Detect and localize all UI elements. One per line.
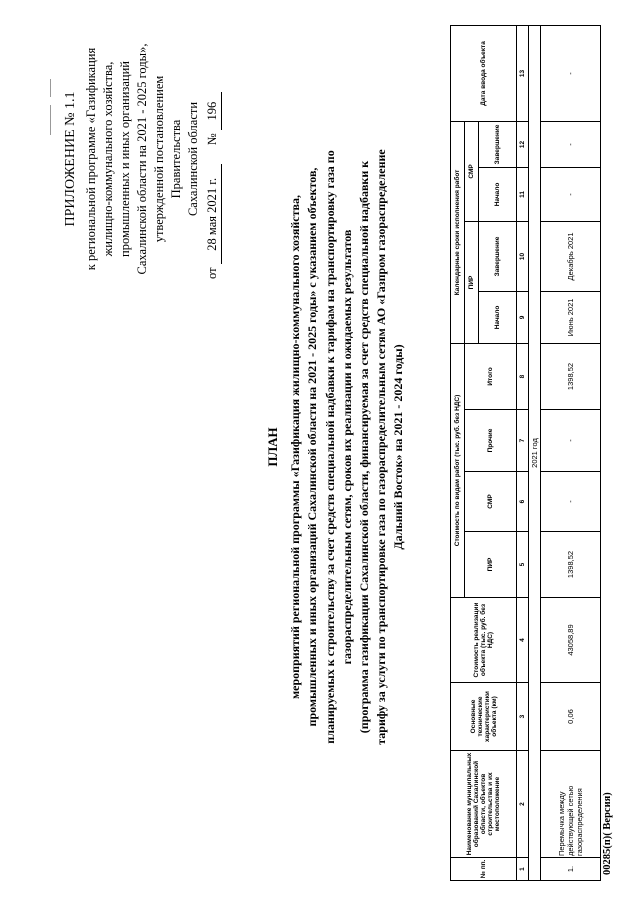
- plan-line: мероприятий региональной программы «Газификация жилищно-коммунального хозяйства,: [288, 195, 303, 700]
- header-name: Наименование муниципальных образований Сахалинской области, объектов строительства и их местоположение: [451, 751, 517, 858]
- row-smr-end: -: [541, 121, 601, 167]
- annex-line: жилищно-коммунального хозяйства,: [101, 61, 115, 257]
- plan-line: газораспределительным сетям, сроков их реализации и ожидаемых результатов: [339, 229, 354, 665]
- annex-from-label: от: [205, 267, 219, 279]
- col-number: 5: [517, 532, 529, 598]
- annex-line: Сахалинской области: [186, 101, 200, 217]
- document-id: 00285(п)( Версия): [602, 792, 613, 875]
- col-number: 8: [517, 343, 529, 409]
- header-total: Итого: [465, 343, 517, 409]
- annex-num-label: №: [205, 133, 219, 146]
- document-id-footer: [602, 792, 613, 875]
- header-pir-end: Завершение: [479, 221, 517, 291]
- plan-line: тарифу за услуги по транспортировке газа по газораспределительным сетям АО «Газпром газораспределение: [374, 149, 389, 745]
- col-number: 13: [517, 25, 529, 121]
- col-number: 9: [517, 291, 529, 343]
- row-other: -: [541, 410, 601, 472]
- row-length: 0,06: [541, 683, 601, 751]
- header-cost: Стоимость реализации объекта (тыс. руб. без НДС): [451, 598, 517, 683]
- row-smr: -: [541, 472, 601, 532]
- header-other: Прочие: [465, 410, 517, 472]
- annex-number: 196: [204, 92, 222, 130]
- plan-heading: ПЛАН: [265, 427, 280, 467]
- col-number: 6: [517, 472, 529, 532]
- annex-title: ПРИЛОЖЕНИЕ № 1.1: [63, 91, 78, 227]
- plan-line: (программа газификации Сахалинской области, финансируемая за счет средств специальной надбавки к: [357, 160, 372, 734]
- header-smr: СМР: [465, 472, 517, 532]
- row-pir: 1398,52: [541, 532, 601, 598]
- plan-line: промышленных и иных организаций Сахалинской области на 2021 - 2025 годы» с указанием объектов,: [305, 167, 320, 727]
- annex-signature-line: [204, 39, 222, 279]
- col-number: 7: [517, 410, 529, 472]
- row-pir-start: Июнь 2021: [541, 291, 601, 343]
- header-tech: Основные технические характеристики объекта (км): [451, 683, 517, 751]
- header-commission: Дата ввода объекта: [451, 25, 517, 121]
- plan-block: [264, 107, 408, 787]
- row-name: Перемычка между действующей сетью газораспределения: [541, 751, 601, 858]
- header-schedule: Календарные сроки исполнения работ: [451, 121, 465, 343]
- header-pir: ПИР: [465, 532, 517, 598]
- year-row: 2021 год: [529, 25, 541, 880]
- header-worktypes: Стоимость по видам работ (тыс. руб. без НДС): [451, 343, 465, 597]
- annex-line: промышленных и иных организаций: [118, 61, 132, 257]
- row-smr-start: -: [541, 167, 601, 221]
- row-pir-end: Декабрь 2021: [541, 221, 601, 291]
- col-number: 3: [517, 683, 529, 751]
- row-no: 1.: [541, 858, 601, 881]
- header-smr-end: Завершение: [479, 121, 517, 167]
- row-cost: 43058,89: [541, 598, 601, 683]
- annex-line: утвержденной постановлением Правительства: [152, 75, 183, 243]
- col-number: 1: [517, 858, 529, 881]
- header-schedule-smr: СМР: [465, 121, 479, 221]
- plan-line: Дальний Восток» на 2021 - 2024 годы): [391, 344, 406, 550]
- scan-mark: [50, 105, 51, 135]
- row-total: 1398,52: [541, 343, 601, 409]
- scan-mark: [50, 79, 51, 97]
- header-no: № пп.: [451, 858, 517, 881]
- col-number: 11: [517, 167, 529, 221]
- col-number: 2: [517, 751, 529, 858]
- col-number: 12: [517, 121, 529, 167]
- header-pir-start: Начало: [479, 291, 517, 343]
- annex-line: к региональной программе «Газификация: [84, 47, 98, 271]
- col-number: 4: [517, 598, 529, 683]
- annex-date: 28 мая 2021 г.: [204, 164, 222, 264]
- plan-table: [450, 25, 601, 881]
- col-number: 10: [517, 221, 529, 291]
- annex-line: Сахалинской области на 2021 - 2025 годы»,: [135, 43, 149, 275]
- row-commission: -: [541, 25, 601, 121]
- annex-block: [62, 39, 222, 279]
- header-schedule-pir: ПИР: [465, 221, 479, 343]
- header-smr-start: Начало: [479, 167, 517, 221]
- plan-line: планируемых к строительству за счет средств специальной надбавки к тарифам на транспортировку газа по: [322, 150, 337, 744]
